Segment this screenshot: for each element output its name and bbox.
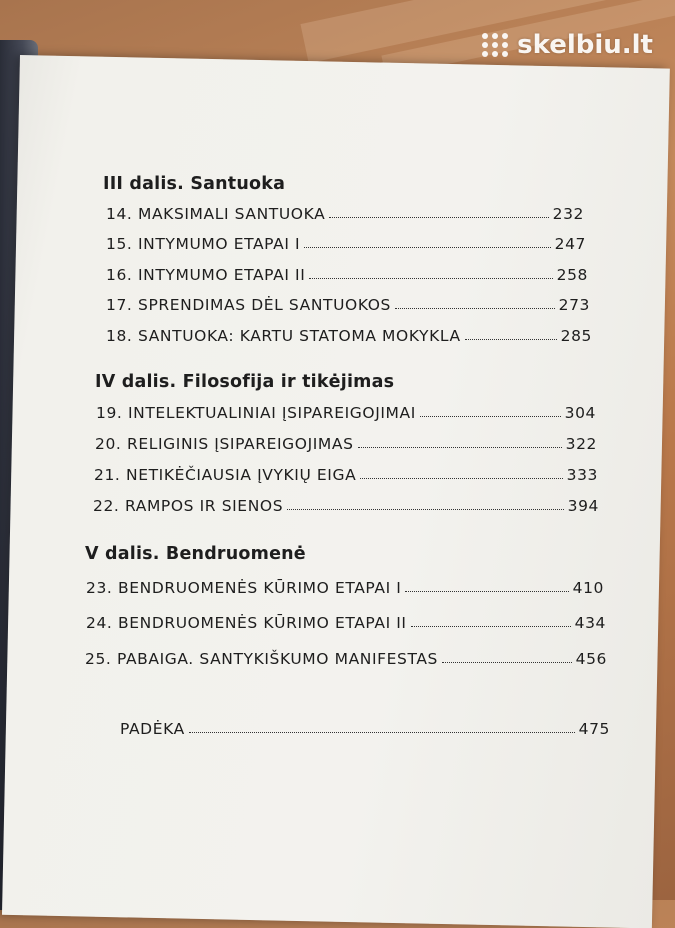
entry-page: 285 [560, 327, 592, 345]
entry-title: INTELEKTUALINIAI ĮSIPAREIGOJIMAI [128, 404, 416, 422]
watermark-text: skelbiu.lt [517, 30, 653, 60]
entry-page: 304 [564, 404, 596, 422]
dot-leader [360, 477, 562, 479]
toc-entry-acknowledgement [120, 720, 610, 738]
dot-leader [329, 216, 548, 218]
dot-leader [287, 508, 563, 510]
entry-page: 322 [565, 435, 597, 453]
toc-entry [86, 579, 604, 597]
entry-title: BENDRUOMENĖS KŪRIMO ETAPAI II [118, 614, 407, 632]
section-heading: IV dalis. Filosofija ir tikėjimas [95, 372, 395, 392]
entry-title: SPRENDIMAS DĖL SANTUOKOS [138, 296, 391, 314]
dot-leader [189, 731, 575, 733]
entry-number: 25. [85, 650, 112, 668]
entry-number: 14. [106, 205, 133, 223]
entry-number: 21. [94, 466, 121, 484]
entry-number: 18. [106, 327, 133, 345]
toc-entry [106, 296, 590, 314]
entry-title: PABAIGA. SANTYKIŠKUMO MANIFESTAS [117, 650, 438, 668]
toc-entry [95, 435, 597, 453]
entry-page: 394 [567, 497, 599, 515]
entry-page: 333 [566, 466, 598, 484]
dot-leader [358, 446, 562, 448]
toc-entry [106, 205, 584, 223]
entry-title: BENDRUOMENĖS KŪRIMO ETAPAI I [118, 579, 402, 597]
entry-title: INTYMUMO ETAPAI I [138, 235, 301, 253]
entry-title: RAMPOS IR SIENOS [125, 497, 284, 515]
entry-number: 16. [106, 266, 133, 284]
dot-leader [405, 590, 568, 592]
toc-entry [96, 404, 596, 422]
entry-title: NETIKĖČIAUSIA ĮVYKIŲ EIGA [126, 466, 357, 484]
toc-entry [106, 266, 588, 284]
dot-leader [420, 415, 561, 417]
entry-title: MAKSIMALI SANTUOKA [138, 205, 326, 223]
entry-number: 20. [95, 435, 122, 453]
entry-title: PADĖKA [120, 720, 185, 738]
toc-entry [94, 466, 598, 484]
section-heading: III dalis. Santuoka [103, 174, 286, 194]
entry-title: SANTUOKA: KARTU STATOMA MOKYKLA [138, 327, 461, 345]
entry-page: 434 [574, 614, 606, 632]
entry-page: 475 [578, 720, 610, 738]
entry-title: INTYMUMO ETAPAI II [138, 266, 306, 284]
entry-page: 258 [556, 266, 588, 284]
toc-entry [93, 497, 599, 515]
entry-page: 273 [558, 296, 590, 314]
toc-entry [106, 235, 586, 253]
section-heading: V dalis. Bendruomenė [85, 544, 306, 564]
toc-entry [86, 614, 606, 632]
dot-leader [465, 338, 557, 340]
dot-leader [309, 277, 552, 279]
entry-number: 15. [106, 235, 133, 253]
entry-page: 456 [575, 650, 607, 668]
entry-number: 17. [106, 296, 133, 314]
entry-number: 19. [96, 404, 123, 422]
toc-entry [85, 650, 607, 668]
dot-leader [395, 307, 555, 309]
dot-leader [442, 661, 572, 663]
entry-page: 410 [572, 579, 604, 597]
dot-leader [411, 625, 571, 627]
dot-leader [304, 246, 550, 248]
entry-page: 232 [552, 205, 584, 223]
toc-entry [106, 327, 592, 345]
entry-number: 22. [93, 497, 120, 515]
entry-number: 23. [86, 579, 113, 597]
entry-page: 247 [554, 235, 586, 253]
entry-number: 24. [86, 614, 113, 632]
entry-title: RELIGINIS ĮSIPAREIGOJIMAS [127, 435, 354, 453]
